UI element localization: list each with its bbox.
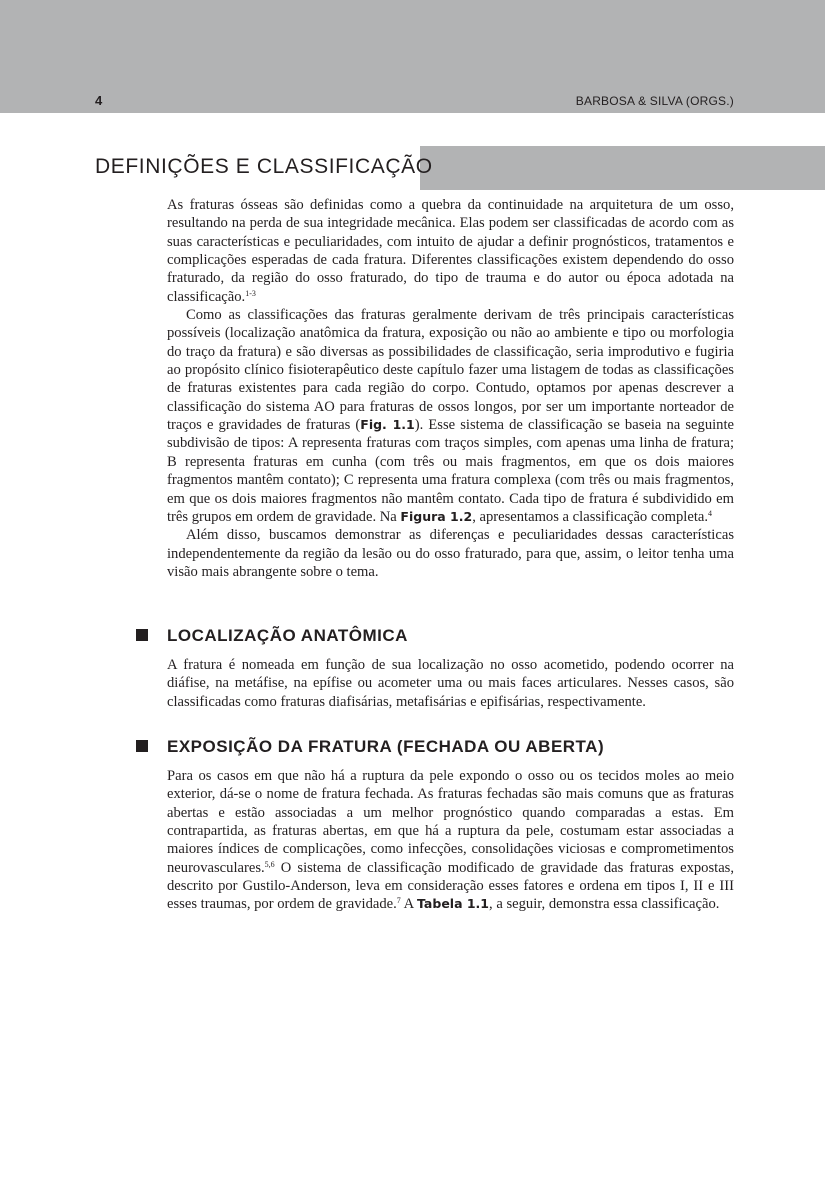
paragraph: A fratura é nomeada em função de sua localização no osso acometido, podendo ocorrer na diáfise, na metáfise, na epífise ou acometer uma ou mais faces articulares. Nesses casos, são classificadas como fraturas diafisárias, metafisárias e epifisárias, respectivamente. — [167, 657, 734, 710]
section-text-localizacao — [167, 656, 734, 711]
table-reference[interactable]: Tabela 1.1 — [417, 896, 490, 912]
page-number: 4 — [95, 93, 103, 108]
intro-text — [167, 196, 734, 581]
running-head: BARBOSA & SILVA (ORGS.) — [575, 94, 734, 108]
citation: 5,6 — [264, 859, 275, 869]
paragraph: As fraturas ósseas são definidas como a quebra da continuidade na arquitetura de um osso, resultando na perda de sua integridade mecânica. Elas podem ser classificadas de acordo com as suas características e peculiaridades, com intuito de ajudar a definir prognósticos, tratamentos e complicações esperadas de cada fratura. Diferentes classificações existem dependendo do osso fraturado, da região do osso fraturado, do tipo de trauma e do autor ou época adotada na classificação.$^{1-3}$ — [167, 197, 734, 305]
section-heading-exposicao: EXPOSIÇÃO DA FRATURA (FECHADA OU ABERTA) — [136, 737, 604, 757]
figure-reference[interactable]: Figura 1.2 — [400, 508, 473, 524]
square-bullet-icon — [136, 740, 148, 752]
citation: 4 — [708, 508, 713, 518]
section-heading-localizacao: LOCALIZAÇÃO ANATÔMICA — [136, 626, 408, 646]
square-bullet-icon — [136, 629, 148, 641]
citation: 1-3 — [245, 288, 256, 298]
paragraph: Para os casos em que não há a ruptura da pele expondo o osso ou os tecidos moles ao meio exterior, dá-se o nome de fratura fechada. As fraturas fechadas são mais comuns que as fraturas abertas e estão associadas a um melhor prognóstico quando comparadas a estas. Em contrapartida, as fraturas abertas, em que há a ruptura da pele, costumam estar associadas a maiores índices de complicações, como infecções, consolidações viciosas e comprometimentos neurovasculares.$^{5,6}$ O sistema de classificação modificado de gravidade das fraturas expostas, descrito por Gustilo-Anderson, leva em consideração esses fatores e ordena em tipos I, II e III esses traumas, por ordem de gravidade.$^7$ A Tabela 1.1, a seguir, demonstra essa classificação. — [167, 768, 734, 913]
section-text-exposicao — [167, 767, 734, 914]
paragraph: Como as classificações das fraturas geralmente derivam de três principais características possíveis (localização anatômica da fratura, exposição ou não ao ambiente e tipo ou morfologia do traço da fratura) e são diversas as possibilidades de classificação, seria improdutivo e fugiria ao propósito clínico fisioterapêutico deste capítulo fazer uma listagem de todas as classificações de fraturas existentes para cada região do corpo. Contudo, optamos por apenas descrever a classificação do sistema AO para fraturas de ossos longos, por ser um importante norteador de traços e gravidades de fraturas (Fig. 1.1). Esse sistema de classificação se baseia na seguinte subdivisão de tipos: A representa fraturas com traços simples, com apenas uma linha de fratura; B representa fraturas em cunha (com três ou mais fragmentos, em que os dois maiores fragmentos mantêm contato); C representa uma fratura complexa (com três ou mais fragmentos, em que os dois maiores fragmentos não mantêm contato. Cada tipo de fratura é subdividido em três grupos em ordem de gravidade. Na Figura 1.2, apresentamos a classificação completa.$^4$ — [167, 307, 735, 525]
figure-reference[interactable]: Fig. 1.1 — [360, 417, 415, 433]
chapter-title-decoration — [420, 146, 825, 190]
citation: 7 — [396, 896, 401, 906]
paragraph: Além disso, buscamos demonstrar as diferenças e peculiaridades dessas características independentemente da região da lesão ou do osso fraturado, para que, assim, o leitor tenha uma visão mais abrangente sobre o tema. — [167, 527, 734, 580]
chapter-title: DEFINIÇÕES E CLASSIFICAÇÃO — [95, 155, 433, 178]
